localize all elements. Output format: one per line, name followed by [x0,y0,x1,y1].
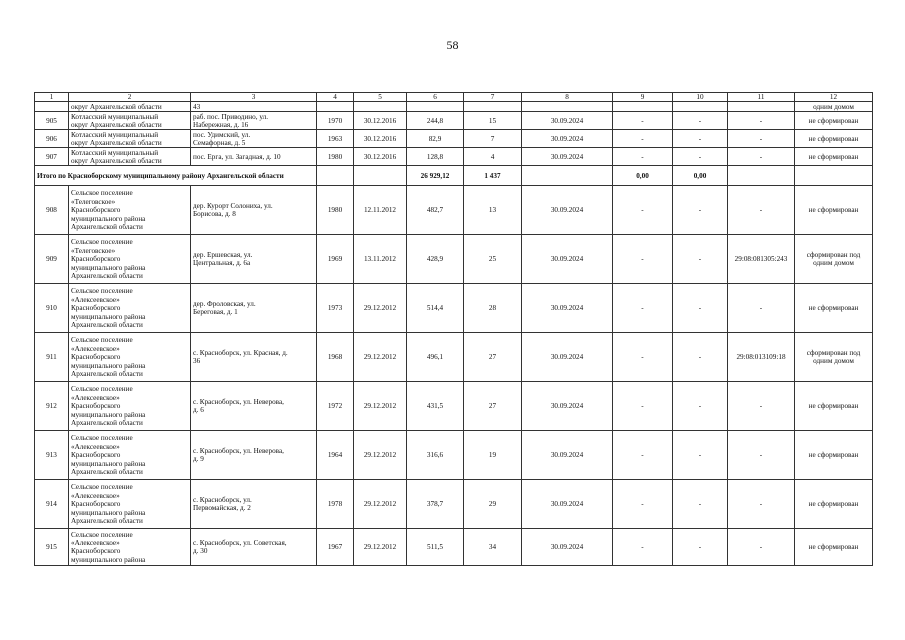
year-cell: 1967 [317,529,354,566]
residents-cell: 4 [464,148,522,166]
table-row [35,186,873,235]
residents-cell: 27 [464,333,522,382]
row-number: 905 [35,112,69,130]
municipality-cell: Сельское поселение «Алексеевское» Красноборского муниципального района Архангельской области [69,382,191,431]
residents-cell: 25 [464,235,522,284]
status-cell: не сформирован [795,382,873,431]
total-col10: 0,00 [673,166,728,186]
area-cell: 511,5 [407,529,464,566]
deadline-cell: 30.09.2024 [522,382,613,431]
cadastral-cell: 29:08:013109:18 [728,333,795,382]
date-cell: 13.11.2012 [354,235,407,284]
year-cell: 1980 [317,148,354,166]
area-cell: 514,4 [407,284,464,333]
address-cell: с. Красноборск, ул. Неверова, д. 9 [191,431,317,480]
cadastral-cell: - [728,112,795,130]
col10-cell: - [673,235,728,284]
year-cell: 1973 [317,284,354,333]
col10-cell: - [673,148,728,166]
col10-cell: - [673,382,728,431]
cadastral-cell: 29:08:081305:243 [728,235,795,284]
date-cell: 29.12.2012 [354,284,407,333]
address-cell: с. Красноборск, ул. Неверова, д. 6 [191,382,317,431]
municipality-cell: Котласский муниципальный округ Архангельской области [69,112,191,130]
col-header: 4 [317,93,354,102]
area-cell: 128,8 [407,148,464,166]
area-cell: 431,5 [407,382,464,431]
col-header: 1 [35,93,69,102]
residents-cell: 29 [464,480,522,529]
residents-cell: 19 [464,431,522,480]
date-cell: 29.12.2012 [354,480,407,529]
year-cell: 1970 [317,112,354,130]
date-cell: 30.12.2016 [354,148,407,166]
deadline-cell: 30.09.2024 [522,130,613,148]
col10-cell: - [673,284,728,333]
cadastral-cell: - [728,382,795,431]
status-cell: не сформирован [795,112,873,130]
col10-cell: - [673,529,728,566]
address-cell: пос. Ерга, ул. Загадная, д. 10 [191,148,317,166]
status-cell: одним домом [795,102,873,112]
table-row [35,284,873,333]
col-header: 2 [69,93,191,102]
housing-registry-table [34,92,873,566]
cadastral-cell: - [728,148,795,166]
status-cell: сформирован под одним домом [795,235,873,284]
deadline-cell: 30.09.2024 [522,186,613,235]
status-cell: не сформирован [795,529,873,566]
table-row [35,431,873,480]
col-header: 3 [191,93,317,102]
column-number-header [35,93,873,102]
col-header: 8 [522,93,613,102]
date-cell: 29.12.2012 [354,382,407,431]
deadline-cell: 30.09.2024 [522,480,613,529]
residents-cell: 27 [464,382,522,431]
status-cell: не сформирован [795,186,873,235]
col-header: 11 [728,93,795,102]
municipality-cell: округ Архангельской области [69,102,191,112]
table-row [35,235,873,284]
municipality-cell: Сельское поселение «Телеговское» Красноборского муниципального района Архангельской области [69,186,191,235]
deadline-cell: 30.09.2024 [522,333,613,382]
address-cell: 43 [191,102,317,112]
col9-cell: - [613,112,673,130]
col10-cell: - [673,130,728,148]
deadline-cell: 30.09.2024 [522,431,613,480]
year-cell: 1969 [317,235,354,284]
status-cell: не сформирован [795,284,873,333]
address-cell: дер. Курорт Солониха, ул. Борисова, д. 8 [191,186,317,235]
col-header: 9 [613,93,673,102]
col9-cell: - [613,480,673,529]
col-header: 6 [407,93,464,102]
deadline-cell: 30.09.2024 [522,284,613,333]
status-cell: сформирован под одним домом [795,333,873,382]
total-residents: 1 437 [464,166,522,186]
cadastral-cell: - [728,529,795,566]
col10-cell: - [673,480,728,529]
table-row [35,148,873,166]
cadastral-cell: - [728,130,795,148]
area-cell: 482,7 [407,186,464,235]
date-cell: 30.12.2016 [354,112,407,130]
col9-cell: - [613,529,673,566]
col10-cell: - [673,186,728,235]
col-header: 10 [673,93,728,102]
residents-cell: 34 [464,529,522,566]
area-cell: 378,7 [407,480,464,529]
municipality-cell: Сельское поселение «Алексеевское» Красноборского муниципального района Архангельской области [69,284,191,333]
row-number: 912 [35,382,69,431]
year-cell: 1972 [317,382,354,431]
row-number: 914 [35,480,69,529]
address-cell: пос. Удимский, ул. Семафорная, д. 5 [191,130,317,148]
year-cell: 1963 [317,130,354,148]
municipality-cell: Сельское поселение «Телеговское» Красноборского муниципального района Архангельской области [69,235,191,284]
municipality-cell: Сельское поселение «Алексеевское» Красноборского муниципального района [69,529,191,566]
total-label: Итого по Красноборскому муниципальному району Архангельской области [35,166,317,186]
col10-cell: - [673,431,728,480]
row-number: 907 [35,148,69,166]
col10-cell: - [673,333,728,382]
page-number: 58 [446,38,459,52]
deadline-cell: 30.09.2024 [522,148,613,166]
residents-cell: 15 [464,112,522,130]
residents-cell: 28 [464,284,522,333]
col10-cell: - [673,112,728,130]
col9-cell: - [613,284,673,333]
year-cell: 1980 [317,186,354,235]
cadastral-cell: - [728,480,795,529]
col9-cell: - [613,333,673,382]
area-cell: 82,9 [407,130,464,148]
total-area: 26 929,12 [407,166,464,186]
status-cell: не сформирован [795,431,873,480]
municipality-cell: Сельское поселение «Алексеевское» Красноборского муниципального района Архангельской области [69,333,191,382]
address-cell: дер. Ершевская, ул. Центральная, д. 6а [191,235,317,284]
address-cell: раб. пос. Приводино, ул. Набережная, д. 16 [191,112,317,130]
area-cell: 428,9 [407,235,464,284]
row-number: 908 [35,186,69,235]
municipality-cell: Котласский муниципальный округ Архангельской области [69,130,191,148]
date-cell: 29.12.2012 [354,431,407,480]
row-number: 909 [35,235,69,284]
table-row [35,112,873,130]
area-cell: 244,8 [407,112,464,130]
address-cell: с. Красноборск, ул. Первомайская, д. 2 [191,480,317,529]
deadline-cell: 30.09.2024 [522,235,613,284]
year-cell: 1964 [317,431,354,480]
date-cell: 29.12.2012 [354,529,407,566]
col-header: 7 [464,93,522,102]
col9-cell: - [613,382,673,431]
date-cell: 12.11.2012 [354,186,407,235]
table-row [35,480,873,529]
col9-cell: - [613,431,673,480]
address-cell: дер. Фроловская, ул. Береговая, д. 1 [191,284,317,333]
address-cell: с. Красноборск, ул. Красная, д. 36 [191,333,317,382]
row-number: 906 [35,130,69,148]
municipality-cell: Котласский муниципальный округ Архангельской области [69,148,191,166]
date-cell: 30.12.2016 [354,130,407,148]
table-row [35,382,873,431]
cadastral-cell: - [728,431,795,480]
cadastral-cell: - [728,284,795,333]
residents-cell: 7 [464,130,522,148]
row-number: 910 [35,284,69,333]
col-header: 12 [795,93,873,102]
area-cell: 316,6 [407,431,464,480]
col-header: 5 [354,93,407,102]
status-cell: не сформирован [795,480,873,529]
row-number: 913 [35,431,69,480]
col9-cell: - [613,235,673,284]
continuation-row [35,102,873,112]
table-row [35,333,873,382]
col9-cell: - [613,130,673,148]
deadline-cell: 30.09.2024 [522,529,613,566]
table-row [35,529,873,566]
year-cell: 1978 [317,480,354,529]
date-cell: 29.12.2012 [354,333,407,382]
total-row [35,166,873,186]
municipality-cell: Сельское поселение «Алексеевское» Красноборского муниципального района Архангельской области [69,480,191,529]
col9-cell: - [613,148,673,166]
address-cell: с. Красноборск, ул. Советская, д. 30 [191,529,317,566]
total-col9: 0,00 [613,166,673,186]
table-row [35,130,873,148]
municipality-cell: Сельское поселение «Алексеевское» Красноборского муниципального района Архангельской области [69,431,191,480]
row-number: 911 [35,333,69,382]
cadastral-cell: - [728,186,795,235]
year-cell: 1968 [317,333,354,382]
area-cell: 496,1 [407,333,464,382]
deadline-cell: 30.09.2024 [522,112,613,130]
residents-cell: 13 [464,186,522,235]
col9-cell: - [613,186,673,235]
row-number: 915 [35,529,69,566]
status-cell: не сформирован [795,130,873,148]
status-cell: не сформирован [795,148,873,166]
